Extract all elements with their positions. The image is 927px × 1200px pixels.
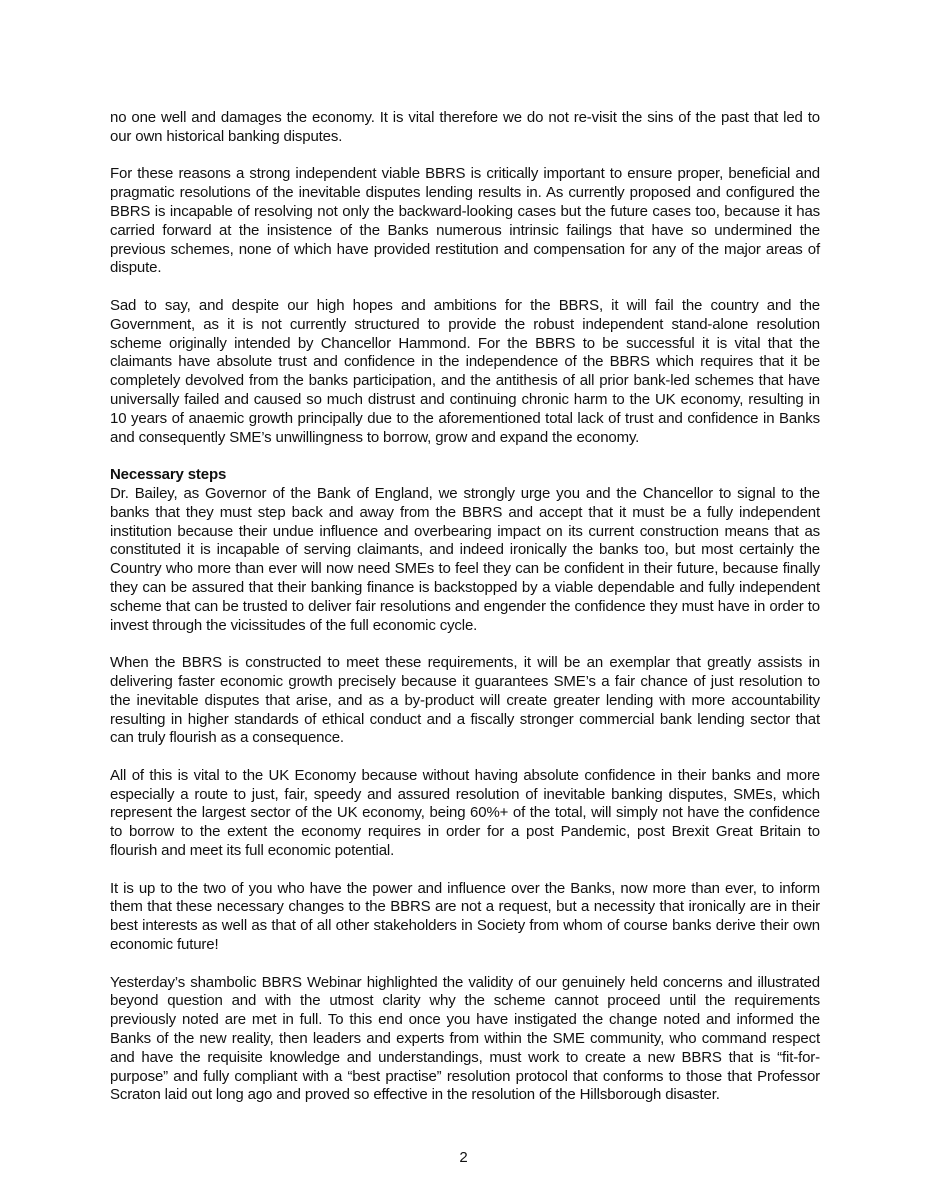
paragraph-exemplar: When the BBRS is constructed to meet these requirements, it will be an exemplar that greatly assists in delivering faster economic growth precisely because it guarantees SME’s a fair chance of just resolution to the inevitable disputes that arise, and as a by-product will create greater lending with more accountability resulting in higher standards of ethical conduct and a fiscally stronger commercial bank lending sector that can truly flourish as a consequence. — [110, 654, 820, 747]
paragraph-webinar: Yesterday’s shambolic BBRS Webinar highlighted the validity of our genuinely held concerns and illustrated beyond question and with the utmost clarity why the scheme cannot proceed until the requirements previously noted are met in full. To this end once you have instigated the change noted and informed the Banks of the new reality, then leaders and experts from within the SME community, who command respect and have the requisite knowledge and understandings, must work to create a new BBRS that is “fit-for-purpose” and fully compliant with a “best practise” resolution protocol that conforms to those that Professor Scraton laid out long ago and proved so effective in the resolution of the Hillsborough disaster. — [110, 973, 820, 1104]
section-heading-necessary-steps: Necessary steps — [110, 466, 227, 484]
paragraph-strong-independent-bbrs: For these reasons a strong independent viable BBRS is critically important to ensure proper, beneficial and pragmatic resolutions of the inevitable disputes lending results in. As currently proposed and configured the BBRS is incapable of resolving not only the backward-looking cases but the future cases too, because it has carried forward at the insistence of the Banks numerous intrinsic failings that have so undermined the previous schemes, none of which have provided restitution and compensation for any of the major areas of dispute. — [110, 165, 820, 277]
paragraph-continuation: no one well and damages the economy. It is vital therefore we do not re-visit the sins of the past that led to our own historical banking disputes. — [110, 109, 820, 145]
paragraph-dr-bailey: Dr. Bailey, as Governor of the Bank of England, we strongly urge you and the Chancellor to signal to the banks that they must step back and away from the BBRS and accept that it must be a fully independent institution because their undue influence and overbearing impact on its current construction means that as constituted it is incapable of serving claimants, and indeed ironically the banks too, but most certainly the Country who more than ever will now need SMEs to feel they can be confident in their future, because finally they can be assured that their banking finance is backstopped by a viable dependable and fully independent scheme that can be trusted to deliver fair resolutions and engender the confidence they must have in order to invest through the vicissitudes of the full economic cycle. — [110, 484, 820, 634]
paragraph-bbrs-will-fail: Sad to say, and despite our high hopes and ambitions for the BBRS, it will fail the country and the Government, as it is not currently structured to provide the robust independent stand-alone resolution scheme originally intended by Chancellor Hammond. For the BBRS to be successful it is vital that the claimants have absolute trust and confidence in the independence of the BBRS which requires that it be completely devolved from the banks participation, and the antithesis of all prior bank-led schemes that have universally failed and caused so much distrust and continuing chronic harm to the UK economy, resulting in 10 years of anaemic growth principally due to the aforementioned total lack of trust and confidence in Banks and consequently SME’s unwillingness to borrow, grow and expand the economy. — [110, 296, 820, 446]
document-body — [110, 109, 820, 1124]
paragraph-uk-economy: All of this is vital to the UK Economy because without having absolute confidence in their banks and more especially a route to just, fair, speedy and assured resolution of inevitable banking disputes, SMEs, which represent the largest sector of the UK economy, being 60%+ of the total, will simply not have the confidence to borrow to the extent the economy requires in order for a post Pandemic, post Brexit Great Britain to flourish and meet its full economic potential. — [110, 766, 820, 860]
paragraph-two-of-you: It is up to the two of you who have the power and influence over the Banks, now more than ever, to inform them that these necessary changes to the BBRS are not a request, but a necessity that ironically are in their best interests as well as that of all other stakeholders in Society from whom of course banks derive their own economic future! — [110, 879, 820, 954]
page-number: 2 — [459, 1149, 468, 1166]
